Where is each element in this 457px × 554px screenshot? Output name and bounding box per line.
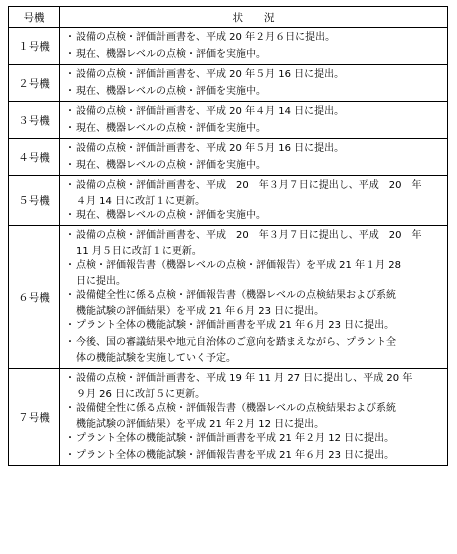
header-row [9, 7, 448, 28]
header-unit: 号機 [9, 7, 60, 28]
status-item-continuation: 日に提出。 [76, 276, 126, 287]
status-item [64, 31, 443, 45]
bullet-icon: ・ [65, 373, 75, 384]
status-item-text: 設備の点検・評価計画書を、平成 20 年３月７日に提出し、平成 20 年 [76, 180, 422, 191]
status-item [64, 159, 443, 173]
status-item-text: 設備の点検・評価計画書を、平成 20 年４月 14 日に提出。 [76, 106, 345, 117]
status-item [64, 259, 443, 273]
bullet-icon: ・ [65, 86, 75, 97]
status-item-text: 設備の点検・評価計画書を、平成 20 年３月７日に提出し、平成 20 年 [76, 230, 422, 241]
status-item-text: 設備の点検・評価計画書を、平成 20 年２月６日に提出。 [76, 32, 336, 43]
status-item-text: 設備の点検・評価計画書を、平成 20 年５月 16 日に提出。 [76, 69, 345, 80]
table-row [9, 28, 448, 65]
status-item-text: 現在、機器レベルの点検・評価を実施中。 [76, 210, 266, 221]
bullet-icon: ・ [65, 143, 75, 154]
status-item-text: 現在、機器レベルの点検・評価を実施中。 [76, 160, 266, 171]
status-item [64, 209, 443, 223]
status-cell [60, 102, 448, 139]
table-row [9, 102, 448, 139]
status-cell [60, 139, 448, 176]
unit-cell: ７号機 [9, 369, 60, 466]
bullet-icon: ・ [65, 433, 75, 444]
status-item [64, 105, 443, 119]
status-cell [60, 226, 448, 369]
bullet-icon: ・ [65, 450, 75, 461]
status-item [64, 432, 443, 446]
status-item-text: プラント全体の機能試験・評価計画書を平成 21 年２月 12 日に提出。 [76, 433, 395, 444]
status-item-continuation: 機能試験の評価結果）を平成 21 年２月 12 日に提出。 [76, 419, 325, 430]
table-row [9, 139, 448, 176]
unit-cell: ３号機 [9, 102, 60, 139]
status-item-continuation: 体の機能試験を実施していく予定。 [76, 353, 236, 364]
bullet-icon: ・ [65, 49, 75, 60]
unit-cell: ５号機 [9, 176, 60, 226]
bullet-icon: ・ [65, 210, 75, 221]
table-row [9, 369, 448, 466]
table-row [9, 226, 448, 369]
status-item [64, 229, 443, 243]
status-item [64, 402, 443, 416]
status-item [64, 319, 443, 333]
bullet-icon: ・ [65, 160, 75, 171]
status-item-text: 現在、機器レベルの点検・評価を実施中。 [76, 123, 266, 134]
status-item-continuation: ４月 14 日に改訂１に更新。 [76, 196, 206, 207]
status-item-text: 点検・評価報告書（機器レベルの点検・評価報告）を平成 21 年１月 28 [76, 260, 401, 271]
status-item-text: 設備の点検・評価計画書を、平成 19 年 11 月 27 日に提出し、平成 20 年 [76, 373, 413, 384]
bullet-icon: ・ [65, 337, 75, 348]
table-row [9, 176, 448, 226]
bullet-icon: ・ [65, 230, 75, 241]
bullet-icon: ・ [65, 320, 75, 331]
status-item-text: 設備健全性に係る点検・評価報告書（機器レベルの点検結果および系統 [76, 403, 396, 414]
bullet-icon: ・ [65, 106, 75, 117]
status-item [64, 372, 443, 386]
status-item [64, 179, 443, 193]
bullet-icon: ・ [65, 32, 75, 43]
status-item-text: 設備の点検・評価計画書を、平成 20 年５月 16 日に提出。 [76, 143, 345, 154]
unit-cell: ４号機 [9, 139, 60, 176]
status-item-text: プラント全体の機能試験・評価報告書を平成 21 年６月 23 日に提出。 [76, 450, 395, 461]
bullet-icon: ・ [65, 69, 75, 80]
status-table [8, 6, 448, 466]
status-cell [60, 176, 448, 226]
bullet-icon: ・ [65, 290, 75, 301]
bullet-icon: ・ [65, 123, 75, 134]
status-item-text: プラント全体の機能試験・評価計画書を平成 21 年６月 23 日に提出。 [76, 320, 395, 331]
status-item [64, 449, 443, 463]
status-item [64, 48, 443, 62]
table-row [9, 65, 448, 102]
status-item-continuation: ９月 26 日に改訂５に更新。 [76, 389, 206, 400]
status-item-text: 現在、機器レベルの点検・評価を実施中。 [76, 86, 266, 97]
bullet-icon: ・ [65, 403, 75, 414]
status-cell [60, 28, 448, 65]
unit-cell: ６号機 [9, 226, 60, 369]
unit-cell: １号機 [9, 28, 60, 65]
status-item [64, 68, 443, 82]
status-cell [60, 369, 448, 466]
status-item-text: 現在、機器レベルの点検・評価を実施中。 [76, 49, 266, 60]
header-status: 状 況 [60, 7, 448, 28]
unit-cell: ２号機 [9, 65, 60, 102]
status-item-text: 設備健全性に係る点検・評価報告書（機器レベルの点検結果および系統 [76, 290, 396, 301]
status-item-continuation: 11 月５日に改訂１に更新。 [76, 246, 202, 257]
status-item [64, 142, 443, 156]
status-item-text: 今後、国の審議結果や地元自治体のご意向を踏まえながら、プラント全 [76, 337, 396, 348]
bullet-icon: ・ [65, 180, 75, 191]
status-item [64, 85, 443, 99]
status-item [64, 336, 443, 350]
status-item [64, 122, 443, 136]
bullet-icon: ・ [65, 260, 75, 271]
status-cell [60, 65, 448, 102]
status-item-continuation: 機能試験の評価結果）を平成 21 年６月 23 日に提出。 [76, 306, 325, 317]
status-item [64, 289, 443, 303]
